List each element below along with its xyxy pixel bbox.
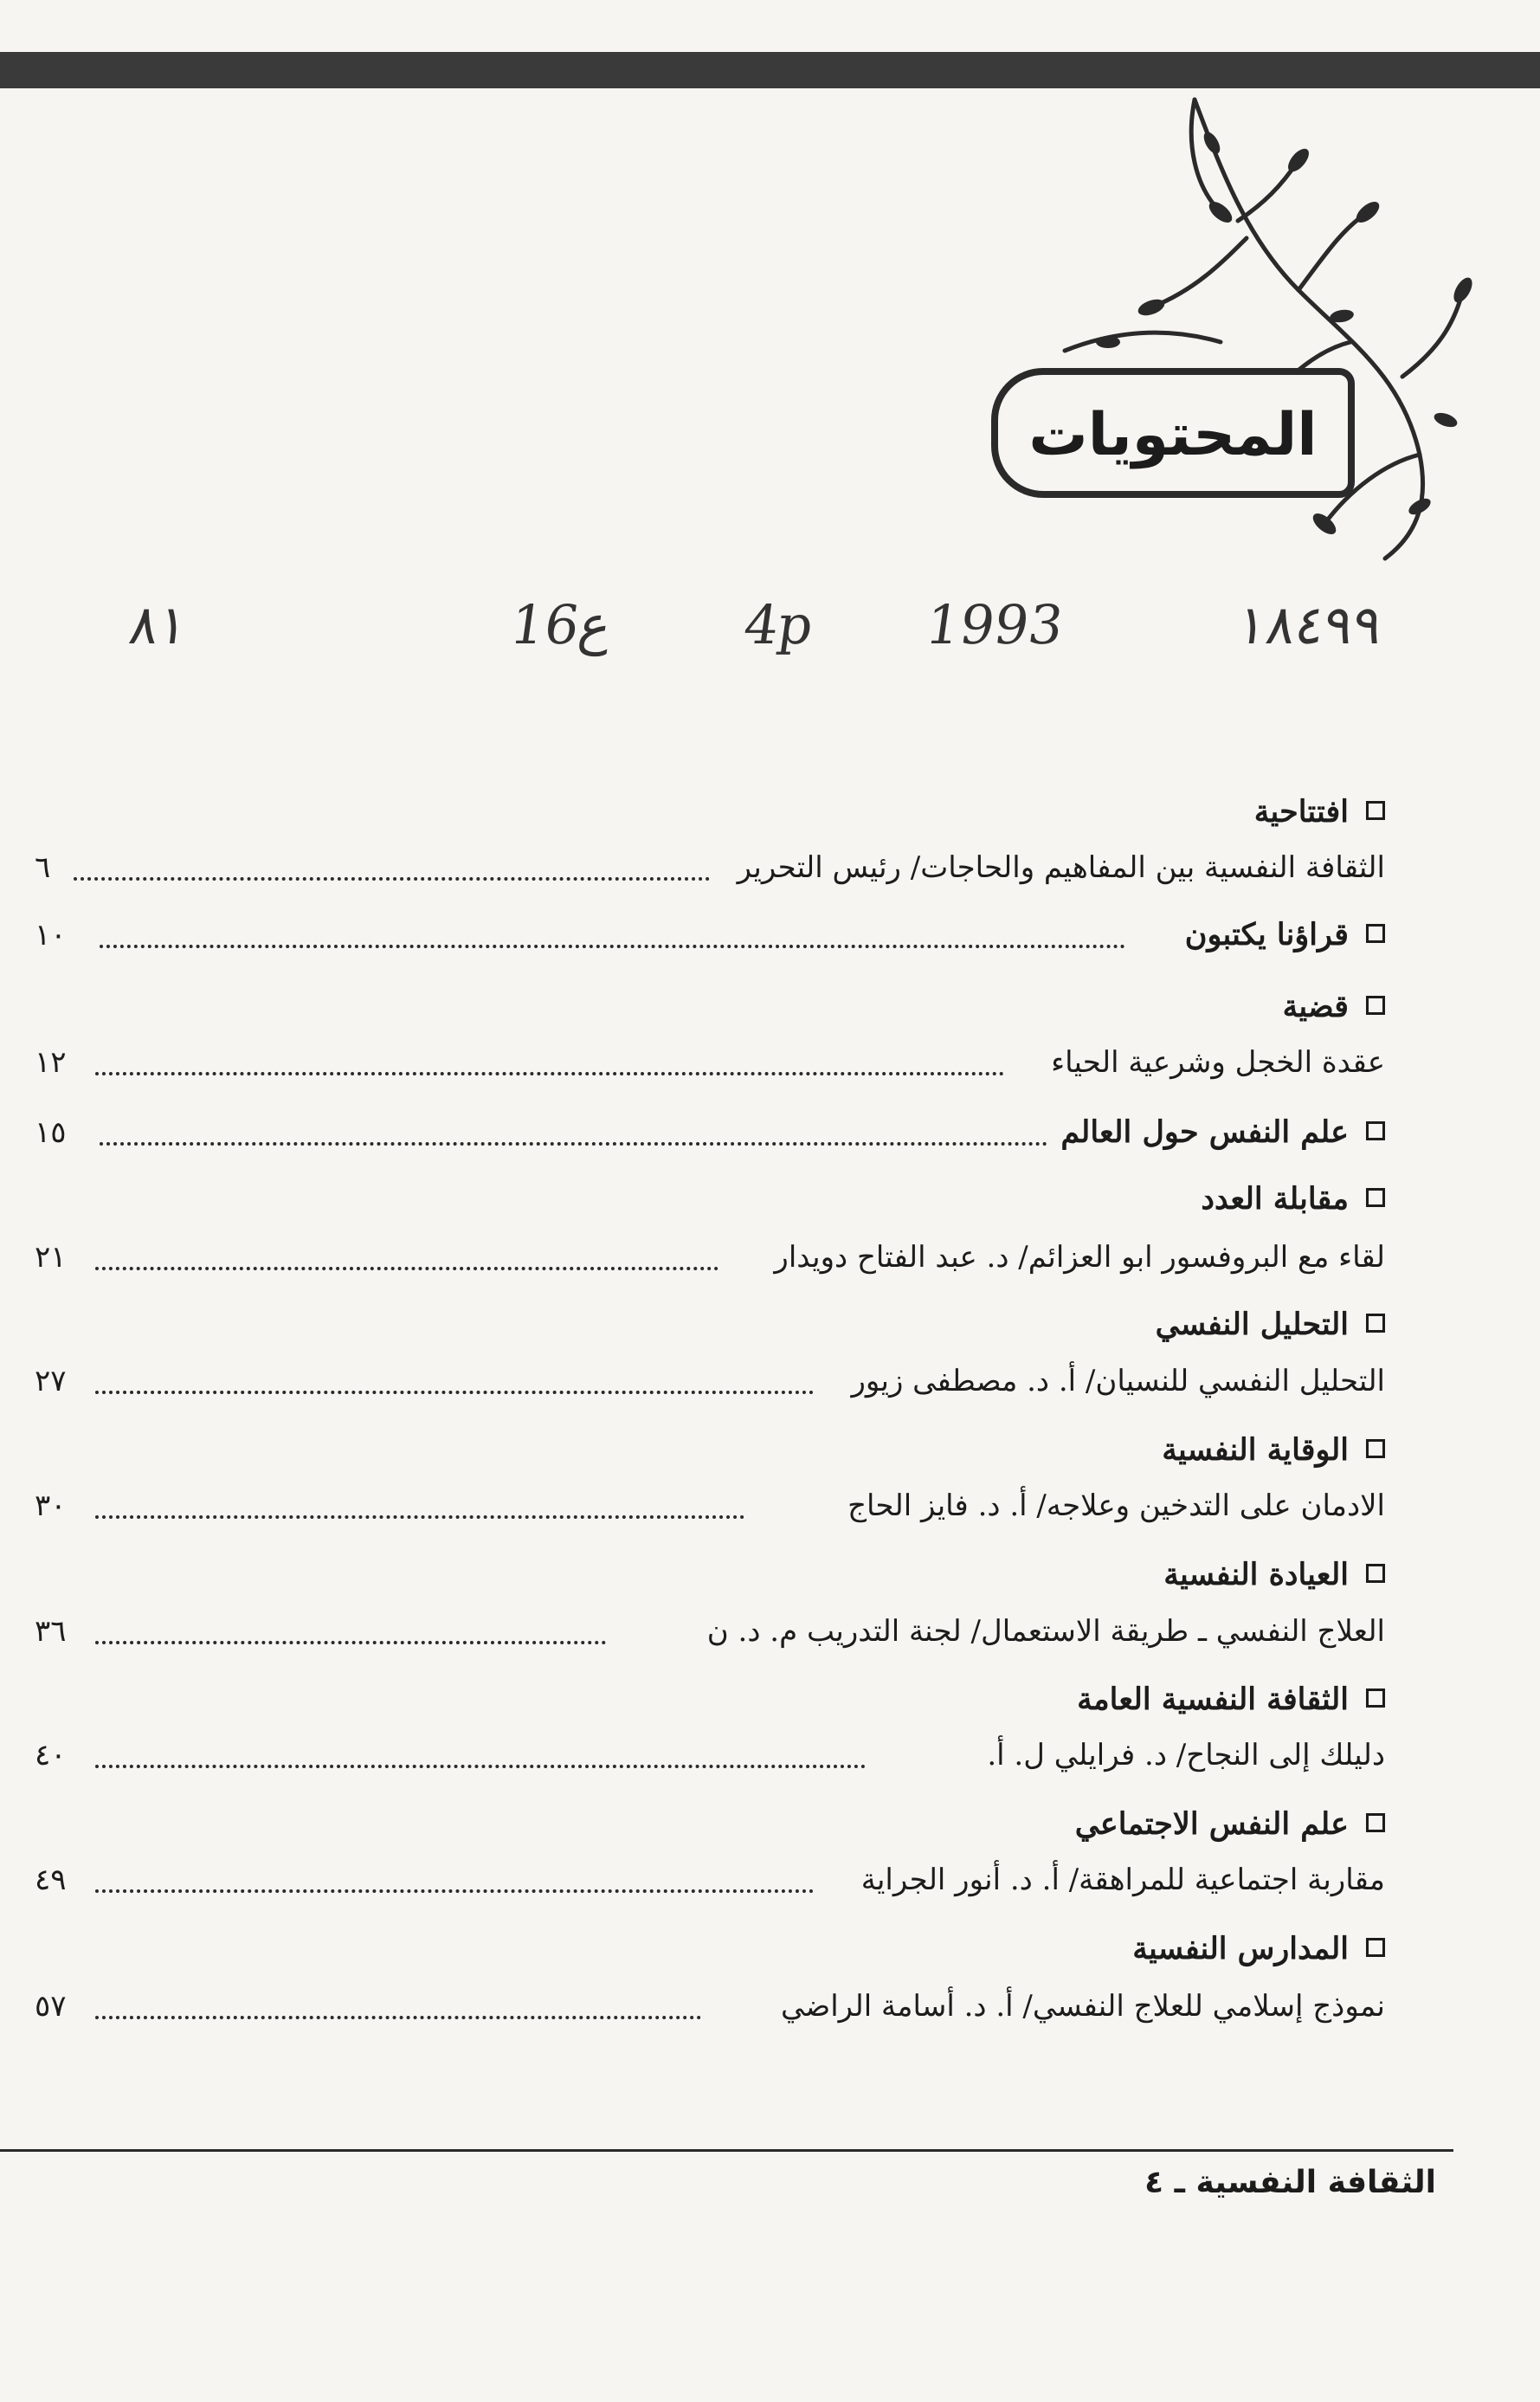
toc-section [35,1295,1385,1355]
toc-section [35,1919,1385,1979]
dot-leader [95,1637,606,1644]
toc-section-label: الثقافة النفسية العامة [1077,1682,1349,1717]
dot-leader [74,874,710,881]
toc-page-number: ٢٧ [35,1364,67,1398]
toc-section [35,1169,1385,1230]
toc-entry [35,1227,1385,1288]
checkbox-square-icon [1366,996,1385,1015]
checkbox-square-icon [1366,1439,1385,1458]
dot-leader [95,1263,718,1270]
toc-section-label: علم النفس الاجتماعي [1074,1806,1349,1842]
checkbox-square-icon [1366,1188,1385,1207]
checkbox-square-icon [1366,924,1385,943]
toc-section [35,1102,1385,1163]
handwritten-note-5: ١٨٤٩٩ [1233,593,1387,656]
toc-entry-text: التحليل النفسي للنسيان/ أ. د. مصطفى زيور [851,1364,1385,1398]
toc-entry [35,1850,1385,1910]
toc-section-label: علم النفس حول العالم [1060,1114,1349,1150]
page-footer: الثقافة النفسية ـ ٤ [1144,2165,1436,2200]
dot-leader [95,1069,1004,1075]
toc-page-number: ٦ [35,850,51,885]
toc-section-label: قضية [1282,989,1349,1024]
toc-section-label: مقابلة العدد [1201,1181,1349,1217]
toc-entry [35,1032,1385,1093]
toc-section-label: الوقاية النفسية [1162,1432,1349,1468]
toc-entry [35,1351,1385,1411]
dot-leader [95,2012,701,2019]
toc-section-label: قراؤنا يكتبون [1184,917,1349,952]
toc-entry-text: عقدة الخجل وشرعية الحياء [1051,1045,1385,1080]
toc-entry [35,1725,1385,1785]
toc-entry-text: الادمان على التدخين وعلاجه/ أ. د. فايز الحاج [847,1488,1385,1523]
toc-entry [35,837,1385,898]
checkbox-square-icon [1366,1121,1385,1140]
handwritten-note-3: 4p [739,593,818,656]
dot-leader [95,1886,814,1893]
toc-section [35,1794,1385,1855]
toc-section-label: العيادة النفسية [1163,1557,1349,1592]
toc-entry [35,1601,1385,1662]
toc-section [35,905,1385,965]
handwritten-note-4: 1993 [921,593,1067,656]
toc-entry-text: مقاربة اجتماعية للمراهقة/ أ. د. أنور الجراية [860,1863,1385,1897]
dot-leader [100,941,1125,948]
toc-page-number: ٥٧ [35,1989,67,2024]
checkbox-square-icon [1366,1938,1385,1957]
toc-page-number: ٣٦ [35,1614,67,1649]
page-title: المحتويات [1028,401,1318,469]
toc-entry-text: لقاء مع البروفسور ابو العزائم/ د. عبد الفتاح دويدار [774,1240,1385,1275]
footer-rule [0,2149,1453,2152]
toc-entry [35,1976,1385,2037]
dot-leader [95,1512,744,1519]
toc-page-number: ١٢ [35,1045,67,1080]
checkbox-square-icon [1366,801,1385,820]
toc-section [35,977,1385,1037]
toc-page-number: ٤٩ [35,1863,67,1897]
toc-page-number: ٣٠ [35,1488,67,1523]
toc-section-label: التحليل النفسي [1155,1307,1349,1342]
handwritten-note-1: ٨١ [125,593,192,656]
handwritten-note-2: 16ع [506,593,616,656]
checkbox-square-icon [1366,1689,1385,1708]
dot-leader [95,1761,866,1768]
dot-leader [95,1387,814,1394]
toc-section [35,1420,1385,1481]
toc-section [35,782,1385,843]
toc-section-label: المدارس النفسية [1132,1931,1349,1966]
toc-section-label: افتتاحية [1253,794,1349,830]
toc-entry-text: دليلك إلى النجاح/ د. فرايلي ل. أ. [987,1738,1385,1772]
toc-page-number: ١٠ [35,918,67,952]
toc-page-number: ١٥ [35,1115,67,1150]
toc-page-number: ٤٠ [35,1738,67,1772]
dot-leader [100,1139,1047,1146]
checkbox-square-icon [1366,1564,1385,1583]
checkbox-square-icon [1366,1813,1385,1832]
toc-entry [35,1475,1385,1536]
toc-entry-text: العلاج النفسي ـ طريقة الاستعمال/ لجنة التدريب م. د. ن [706,1614,1385,1649]
checkbox-square-icon [1366,1314,1385,1333]
toc-page-number: ٢١ [35,1240,67,1275]
toc-entry-text: نموذج إسلامي للعلاج النفسي/ أ. د. أسامة الراضي [781,1989,1385,2024]
toc-section [35,1669,1385,1730]
toc-section [35,1545,1385,1605]
toc-entry-text: الثقافة النفسية بين المفاهيم والحاجات/ رئيس التحرير [737,850,1385,885]
